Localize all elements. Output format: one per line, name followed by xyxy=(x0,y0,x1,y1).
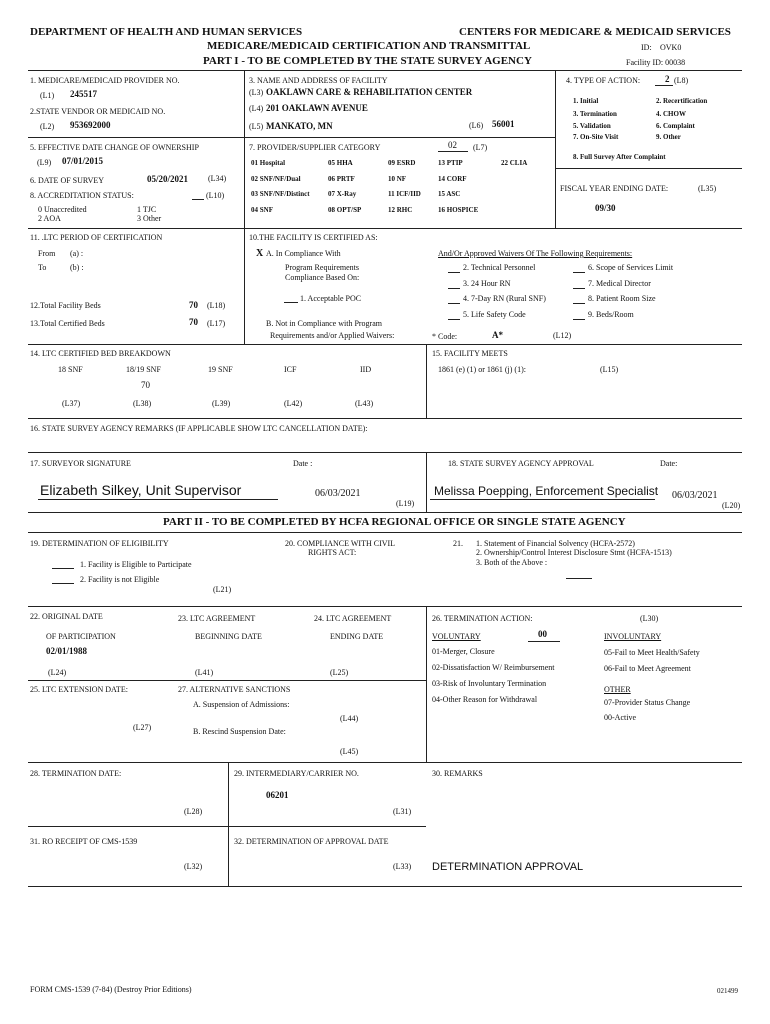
intermediary-label: 29. INTERMEDIARY/CARRIER NO. xyxy=(234,769,359,778)
type-of-action-value: 2 xyxy=(665,74,670,84)
suspension-label: A. Suspension of Admissions: xyxy=(193,700,290,709)
voluntary-item: 02-Dissatisfaction W/ Reimbursement xyxy=(432,663,555,672)
action-option: 7. On-Site Visit xyxy=(573,133,619,141)
termination-date-label: 28. TERMINATION DATE: xyxy=(30,769,122,778)
facility-meets-label: 15. FACILITY MEETS xyxy=(432,349,508,358)
ltc-agreement-label: 23. LTC AGREEMENT xyxy=(178,614,256,623)
form-title: MEDICARE/MEDICAID CERTIFICATION AND TRANSMITTAL xyxy=(207,40,531,52)
l19-code: (L19) xyxy=(396,499,415,508)
l34-code: (L34) xyxy=(208,174,227,183)
l3-code: (L3) xyxy=(249,88,264,97)
category-item: 09 ESRD xyxy=(388,159,416,167)
l41-code: (L41) xyxy=(195,668,214,677)
waiver-item: 6. Scope of Services Limit xyxy=(588,263,674,272)
provider-category-label: 7. PROVIDER/SUPPLIER CATEGORY xyxy=(249,143,381,152)
sanctions-label: 27. ALTERNATIVE SANCTIONS xyxy=(178,685,291,694)
remarks-label: 16. STATE SURVEY AGENCY REMARKS (IF APPLICABLE SHOW LTC CANCELLATION DATE): xyxy=(30,424,368,433)
cms-title: CENTERS FOR MEDICARE & MEDICAID SERVICES xyxy=(459,26,731,38)
waiver-item: 2. Technical Personnel xyxy=(463,263,536,272)
l31-code: (L31) xyxy=(393,807,412,816)
compliance-a3: Compliance Based On: xyxy=(285,273,360,282)
part2-title: PART II - TO BE COMPLETED BY HCFA REGIONAL OFFICE OR SINGLE STATE AGENCY xyxy=(163,516,626,528)
l8-code: (L8) xyxy=(674,76,689,85)
civil-rights-label2: RIGHTS ACT: xyxy=(308,548,357,557)
l20-code: (L20) xyxy=(722,501,741,510)
other-item: 00-Active xyxy=(604,713,636,722)
from-label: From xyxy=(38,249,56,258)
code-value: A* xyxy=(492,330,503,340)
l43-code: (L43) xyxy=(355,399,374,408)
involuntary-item: 05-Fail to Meet Health/Safety xyxy=(604,648,700,657)
total-beds-value: 70 xyxy=(189,300,198,310)
civil-rights-label: 20. COMPLIANCE WITH CIVIL xyxy=(285,539,396,548)
l37-code: (L37) xyxy=(62,399,81,408)
type-of-action-label: 4. TYPE OF ACTION: xyxy=(566,76,641,85)
facility-id: Facility ID: 00038 xyxy=(626,58,686,67)
compliance-a2: Program Requirements xyxy=(285,263,359,272)
l10-code: (L10) xyxy=(206,191,225,200)
accred-option: 3 Other xyxy=(137,214,162,223)
beginning-date-label: BEGINNING DATE xyxy=(195,632,262,641)
voluntary-item: 03-Risk of Involuntary Termination xyxy=(432,679,547,688)
effective-date-value: 07/01/2015 xyxy=(62,156,104,166)
category-item: 16 HOSPICE xyxy=(438,206,479,214)
agency-date-label: Date: xyxy=(660,459,678,468)
action-option: 8. Full Survey After Complaint xyxy=(573,153,666,161)
l2-code: (L2) xyxy=(40,122,55,131)
acceptable-poc: 1. Acceptable POC xyxy=(300,294,362,303)
facility-address-label: 3. NAME AND ADDRESS OF FACILITY xyxy=(249,76,388,85)
form-number: FORM CMS-1539 (7-84) (Destroy Prior Editions) xyxy=(30,985,192,994)
bed-col: IID xyxy=(360,365,372,374)
category-item: 05 HHA xyxy=(328,159,353,167)
vendor-no-label: 2.STATE VENDOR OR MEDICAID NO. xyxy=(30,107,166,116)
snf-beds-value: 70 xyxy=(141,380,150,390)
id-value: OVK0 xyxy=(660,43,682,52)
category-item: 14 CORF xyxy=(438,175,467,183)
termination-action-label: 26. TERMINATION ACTION: xyxy=(432,614,533,623)
accreditation-label: 8. ACCREDITATION STATUS: xyxy=(30,191,134,200)
bed-breakdown-label: 14. LTC CERTIFIED BED BREAKDOWN xyxy=(30,349,171,358)
l38-code: (L38) xyxy=(133,399,152,408)
waiver-item: 8. Patient Room Size xyxy=(588,294,656,303)
waiver-item: 5. Life Safety Code xyxy=(463,310,526,319)
termination-action-value: 00 xyxy=(538,629,547,639)
category-item: 07 X-Ray xyxy=(328,190,357,198)
category-item: 03 SNF/NF/Distinct xyxy=(251,190,310,198)
eligible-option: 1. Facility is Eligible to Participate xyxy=(80,560,192,569)
category-item: 02 SNF/NF/Dual xyxy=(251,175,301,183)
facility-name: OAKLAWN CARE & REHABILITATION CENTER xyxy=(266,87,473,97)
category-item: 15 ASC xyxy=(438,190,461,198)
waivers-label: And/Or Approved Waivers Of The Following Requirements: xyxy=(438,249,633,258)
form-code: 021499 xyxy=(717,987,738,995)
l1-code: (L1) xyxy=(40,91,55,100)
not-compliance-b2: Requirements and/or Applied Waivers: xyxy=(270,331,395,340)
category-item: 04 SNF xyxy=(251,206,273,214)
bed-col: ICF xyxy=(284,365,297,374)
facility-meets-text: 1861 (e) (1) or 1861 (j) (1): xyxy=(438,365,526,374)
original-date-label: 22. ORIGINAL DATE xyxy=(30,612,103,621)
action-option: 5. Validation xyxy=(573,122,611,130)
certified-beds-value: 70 xyxy=(189,317,198,327)
dept-title: DEPARTMENT OF HEALTH AND HUMAN SERVICES xyxy=(30,26,303,38)
involuntary-label: INVOLUNTARY xyxy=(604,632,662,641)
category-item: 08 OPT/SP xyxy=(328,206,362,214)
voluntary-item: 01-Merger, Closure xyxy=(432,647,495,656)
action-option: 3. Termination xyxy=(573,110,617,118)
l28-code: (L28) xyxy=(184,807,203,816)
to-code: (b) : xyxy=(70,263,84,272)
compliance-a: A. In Compliance With xyxy=(266,249,341,258)
facility-street: 201 OAKLAWN AVENUE xyxy=(266,103,368,113)
accred-option: 0 Unaccredited xyxy=(38,205,87,214)
l12-code: (L12) xyxy=(553,331,572,340)
s21-item: 2. Ownership/Control Interest Disclosure Stmt (HCFA-1513) xyxy=(476,548,672,557)
category-item: 11 ICF/IID xyxy=(388,190,421,198)
fiscal-year-value: 09/30 xyxy=(595,203,616,213)
other-label: OTHER xyxy=(604,685,631,694)
l6-code: (L6) xyxy=(469,121,484,130)
original-date-value: 02/01/1988 xyxy=(46,646,88,656)
voluntary-label: VOLUNTARY xyxy=(432,632,481,641)
ending-date-label: ENDING DATE xyxy=(330,632,384,641)
facility-city: MANKATO, MN xyxy=(266,121,333,131)
surveyor-date-label: Date : xyxy=(293,459,313,468)
l27-code: (L27) xyxy=(133,723,152,732)
surveyor-signature-label: 17. SURVEYOR SIGNATURE xyxy=(30,459,131,468)
survey-date-label: 6. DATE OF SURVEY xyxy=(30,176,105,185)
approval-date-label: 32. DETERMINATION OF APPROVAL DATE xyxy=(234,837,389,846)
survey-date-value: 05/20/2021 xyxy=(147,174,189,184)
determination-approval: DETERMINATION APPROVAL xyxy=(432,861,584,873)
l39-code: (L39) xyxy=(212,399,231,408)
waiver-item: 9. Beds/Room xyxy=(588,310,634,319)
involuntary-item: 06-Fail to Meet Agreement xyxy=(604,664,691,673)
facility-zip: 56001 xyxy=(492,119,515,129)
action-option: 4. CHOW xyxy=(656,110,686,118)
fiscal-year-label: FISCAL YEAR ENDING DATE: xyxy=(560,184,669,193)
s21-item: 1. Statement of Financial Solvency (HCFA-2572) xyxy=(476,539,635,548)
l33-code: (L33) xyxy=(393,862,412,871)
intermediary-value: 06201 xyxy=(266,790,289,800)
other-item: 07-Provider Status Change xyxy=(604,698,691,707)
l42-code: (L42) xyxy=(284,399,303,408)
category-item: 13 PTIP xyxy=(438,159,463,167)
bed-col: 18 SNF xyxy=(58,365,83,374)
waiver-item: 3. 24 Hour RN xyxy=(463,279,511,288)
to-label: To xyxy=(38,263,47,272)
s21-label: 21. xyxy=(453,539,463,548)
remarks2-label: 30. REMARKS xyxy=(432,769,483,778)
action-option: 1. Initial xyxy=(573,97,599,105)
l15-code: (L15) xyxy=(600,365,619,374)
provider-no-value: 245517 xyxy=(70,89,97,99)
l45-code: (L45) xyxy=(340,747,359,756)
l44-code: (L44) xyxy=(340,714,359,723)
from-code: (a) : xyxy=(70,249,84,258)
provider-category-value: 02 xyxy=(448,140,457,150)
id-label: ID: xyxy=(641,43,652,52)
extension-date-label: 25. LTC EXTENSION DATE: xyxy=(30,685,128,694)
category-item: 06 PRTF xyxy=(328,175,355,183)
voluntary-item: 04-Other Reason for Withdrawal xyxy=(432,695,538,704)
agency-signature: Melissa Poepping, Enforcement Specialist xyxy=(434,484,659,498)
ltc-period-label: 11. .LTC PERIOD OF CERTIFICATION xyxy=(30,233,163,242)
certified-as-label: 10.THE FACILITY IS CERTIFIED AS: xyxy=(249,233,378,242)
l5-code: (L5) xyxy=(249,122,264,131)
l7-code: (L7) xyxy=(473,143,488,152)
l32-code: (L32) xyxy=(184,862,203,871)
code-label: * Code: xyxy=(432,332,458,341)
not-eligible-option: 2. Facility is not Eligible xyxy=(80,575,160,584)
effective-date-label: 5. EFFECTIVE DATE CHANGE OF OWNERSHIP xyxy=(30,143,199,152)
category-item: 12 RHC xyxy=(388,206,413,214)
l25-code: (L25) xyxy=(330,668,349,677)
category-item: 10 NF xyxy=(388,175,407,183)
eligibility-label: 19. DETERMINATION OF ELIGIBILITY xyxy=(30,539,169,548)
part1-title: PART I - TO BE COMPLETED BY THE STATE SURVEY AGENCY xyxy=(203,55,532,67)
action-option: 2. Recertification xyxy=(656,97,708,105)
ro-receipt-label: 31. RO RECEIPT OF CMS-1539 xyxy=(30,837,138,846)
l21-code: (L21) xyxy=(213,585,232,594)
l35-code: (L35) xyxy=(698,184,717,193)
accred-option: 2 AOA xyxy=(38,214,61,223)
agency-approval-label: 18. STATE SURVEY AGENCY APPROVAL xyxy=(448,459,594,468)
vendor-no-value: 953692000 xyxy=(70,120,111,130)
l9-code: (L9) xyxy=(37,158,52,167)
accred-option: 1 TJC xyxy=(137,205,157,214)
category-item: 01 Hospital xyxy=(251,159,286,167)
bed-col: 19 SNF xyxy=(208,365,233,374)
waiver-item: 4. 7-Day RN (Rural SNF) xyxy=(463,294,546,303)
certified-beds-label: 13.Total Certified Beds xyxy=(30,319,105,328)
category-item: 22 CLIA xyxy=(501,159,528,167)
surveyor-date: 06/03/2021 xyxy=(315,488,361,499)
l4-code: (L4) xyxy=(249,104,264,113)
compliance-mark: X xyxy=(256,248,264,259)
l24-code: (L24) xyxy=(48,668,67,677)
rescind-label: B. Rescind Suspension Date: xyxy=(193,727,286,736)
s21-item: 3. Both of the Above : xyxy=(476,558,548,567)
provider-no-label: 1. MEDICARE/MEDICAID PROVIDER NO. xyxy=(30,76,180,85)
waiver-item: 7. Medical Director xyxy=(588,279,651,288)
l17-code: (L17) xyxy=(207,319,226,328)
original-date-label2: OF PARTICIPATION xyxy=(46,632,116,641)
total-beds-label: 12.Total Facility Beds xyxy=(30,301,101,310)
ltc-agreement-end-label: 24. LTC AGREEMENT xyxy=(314,614,392,623)
l18-code: (L18) xyxy=(207,301,226,310)
agency-date: 06/03/2021 xyxy=(672,490,718,501)
l30-code: (L30) xyxy=(640,614,659,623)
bed-col: 18/19 SNF xyxy=(126,365,161,374)
action-option: 9. Other xyxy=(656,133,681,141)
action-option: 6. Complaint xyxy=(656,122,695,130)
surveyor-signature: Elizabeth Silkey, Unit Supervisor xyxy=(40,482,242,498)
not-compliance-b: B. Not in Compliance with Program xyxy=(266,319,382,328)
